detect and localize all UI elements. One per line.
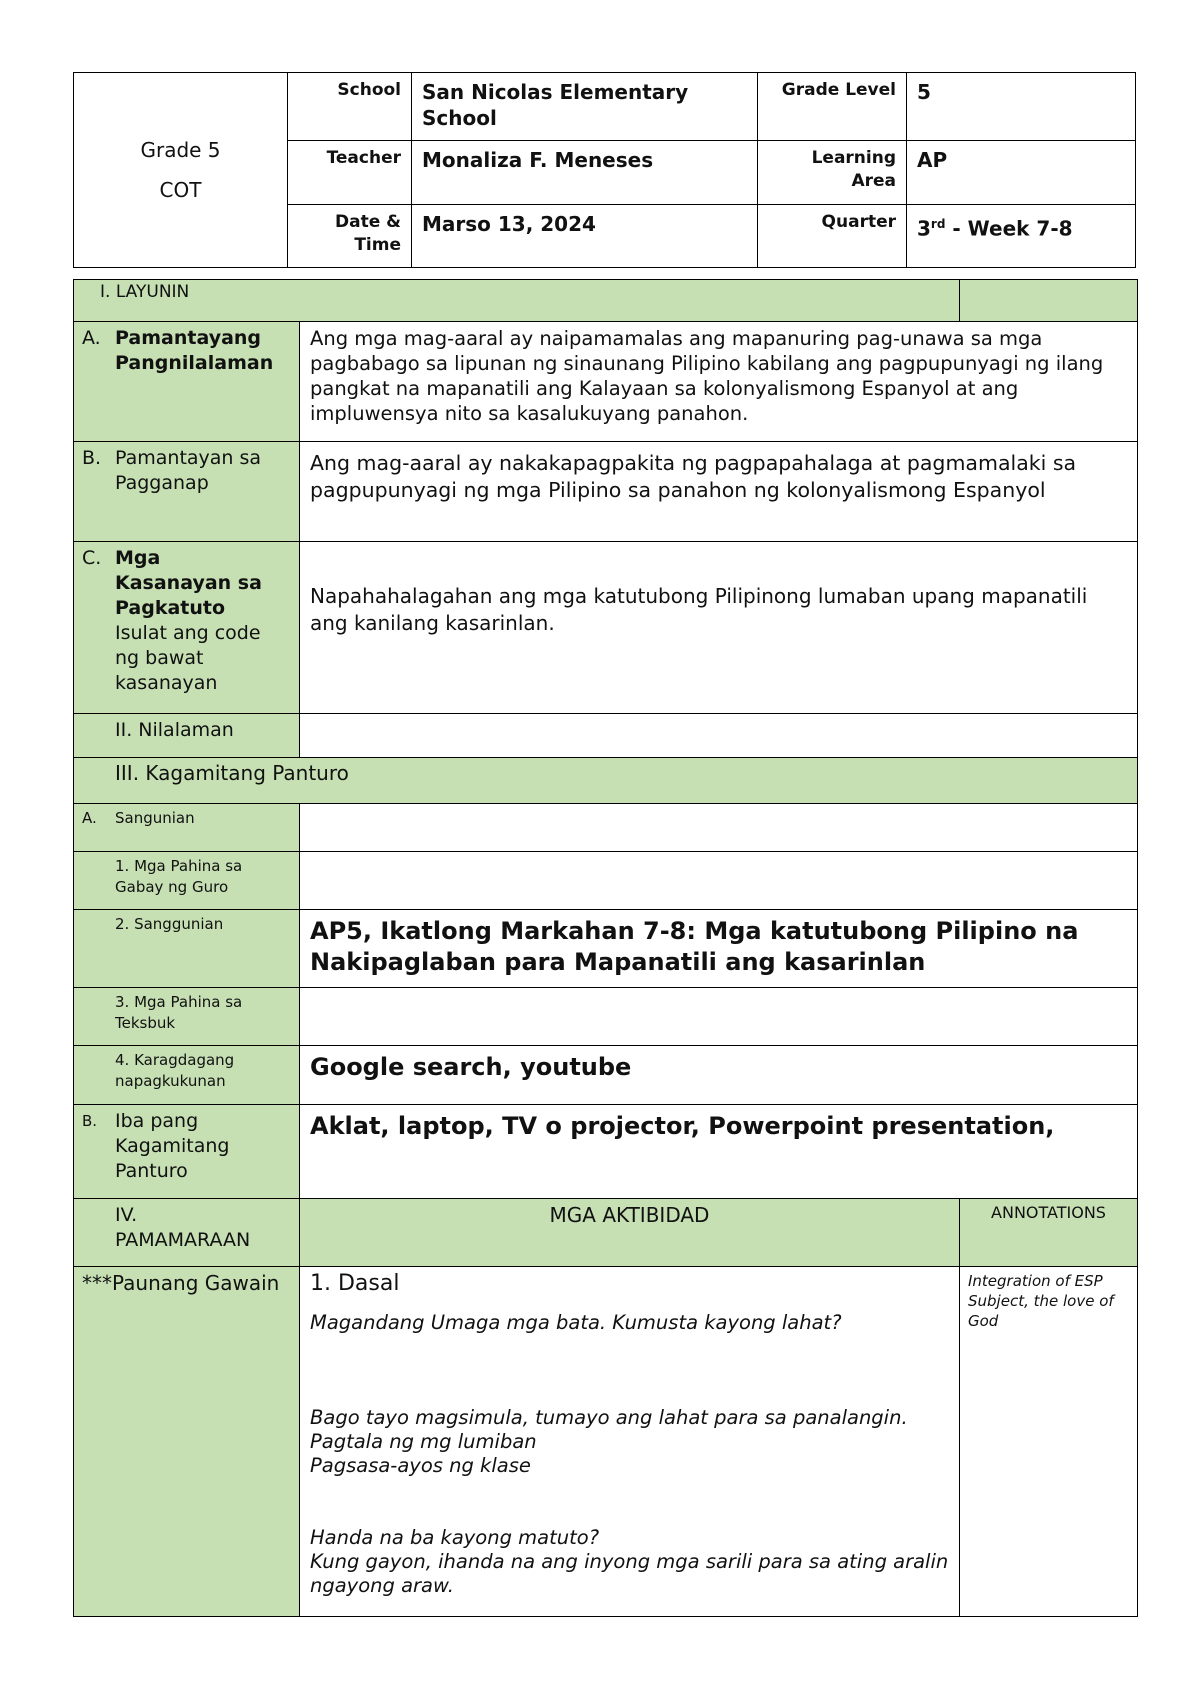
materials-b-value: Aklat, laptop, TV o projector, Powerpoint presentation, <box>300 1105 1138 1199</box>
annotations-header: ANNOTATIONS <box>960 1199 1138 1267</box>
materials-4-label: 4. Karagdagang napagkukunan <box>74 1046 300 1105</box>
materials-1-label: 1. Mga Pahina sa Gabay ng Guro <box>74 852 300 910</box>
prepare-line: Kung gayon, ihanda na ang inyong mga sarili para sa ating aralin ngayong araw. <box>310 1550 949 1597</box>
quarter-value: 3rd - Week 7-8 <box>907 205 1136 268</box>
greeting-line: Magandang Umaga mga bata. Kumusta kayong lahat? <box>310 1311 842 1334</box>
dasal-heading: 1. Dasal <box>310 1271 400 1296</box>
section-layunin-blank <box>960 280 1138 322</box>
school-value: San Nicolas Elementary School <box>412 73 758 141</box>
materials-1-value <box>300 852 1138 910</box>
section-pamamaraan: IV. PAMAMARAAN <box>74 1199 300 1267</box>
materials-3-value <box>300 988 1138 1046</box>
ready-line: Handa na ba kayong matuto? <box>310 1526 600 1549</box>
section-layunin: I. LAYUNIN <box>74 280 960 322</box>
lesson-plan-table <box>73 279 1138 1617</box>
objective-b-label: B. Pamantayan sa Pagganap <box>74 442 300 542</box>
materials-2-label: 2. Sanggunian <box>74 910 300 988</box>
paunang-gawain-label: ***Paunang Gawain <box>74 1267 300 1617</box>
materials-2-value: AP5, Ikatlong Markahan 7-8: Mga katutubong Pilipino na Nakipaglaban para Mapanatili ang kasarinlan <box>300 910 1138 988</box>
school-label: School <box>288 73 412 141</box>
section-kagamitang: III. Kagamitang Panturo <box>74 758 1138 804</box>
annotation-esp: Integration of ESP Subject, the love of God <box>960 1267 1138 1617</box>
date-time-label: Date & Time <box>288 205 412 268</box>
grade-level-value: 5 <box>907 73 1136 141</box>
materials-4-value: Google search, youtube <box>300 1046 1138 1105</box>
materials-b-label: B. Iba pang Kagamitang Panturo <box>74 1105 300 1199</box>
objective-b-text: Ang mag-aaral ay nakakapagpakita ng pagpapahalaga at pagmamalaki sa pagpupunyagi ng mga Pilipino sa panahon ng kolonyalismong Espanyol <box>300 442 1138 542</box>
nilalaman-value <box>300 714 1138 758</box>
learning-area-label: Learning Area <box>758 141 907 205</box>
materials-3-label: 3. Mga Pahina sa Teksbuk <box>74 988 300 1046</box>
section-nilalaman: II. Nilalaman <box>74 714 300 758</box>
procedure-content <box>300 1267 960 1617</box>
grade-text: Grade 5 <box>140 138 221 162</box>
learning-area-value: AP <box>907 141 1136 205</box>
teacher-label: Teacher <box>288 141 412 205</box>
aktibidad-header: MGA AKTIBIDAD <box>300 1199 960 1267</box>
header-table <box>73 72 1136 268</box>
objective-a-label: A. Pamantayang Pangnilalaman <box>74 322 300 442</box>
objective-c-label: C. Mga Kasanayan sa Pagkatuto Isulat ang code ng bawat kasanayan <box>74 542 300 714</box>
cot-text: COT <box>159 178 202 202</box>
arrangement-line: Pagsasa-ayos ng klase <box>310 1454 531 1477</box>
objective-a-text: Ang mga mag-aaral ay naipamamalas ang mapanuring pag-unawa sa mga pagbabago sa lipunan ng sinaunang Pilipino kabilang ang pagpupunyagi ng ilang pangkat na mapanatili ang Kalayaan sa kolonyalismong Espanyol at ang impluwensya nito sa kasalukuyang panahon. <box>300 322 1138 442</box>
prayer-line: Bago tayo magsimula, tumayo ang lahat para sa panalangin. <box>310 1406 908 1429</box>
attendance-line: Pagtala ng mg lumiban <box>310 1430 537 1453</box>
date-time-value: Marso 13, 2024 <box>412 205 758 268</box>
materials-a-label: A. Sangunian <box>74 804 300 852</box>
objective-c-text: Napahahalagahan ang mga katutubong Pilipinong lumaban upang mapanatili ang kanilang kasarinlan. <box>300 542 1138 714</box>
materials-a-value <box>300 804 1138 852</box>
quarter-label: Quarter <box>758 205 907 268</box>
teacher-value: Monaliza F. Meneses <box>412 141 758 205</box>
grade-level-label: Grade Level <box>758 73 907 141</box>
grade-cell <box>74 73 288 268</box>
